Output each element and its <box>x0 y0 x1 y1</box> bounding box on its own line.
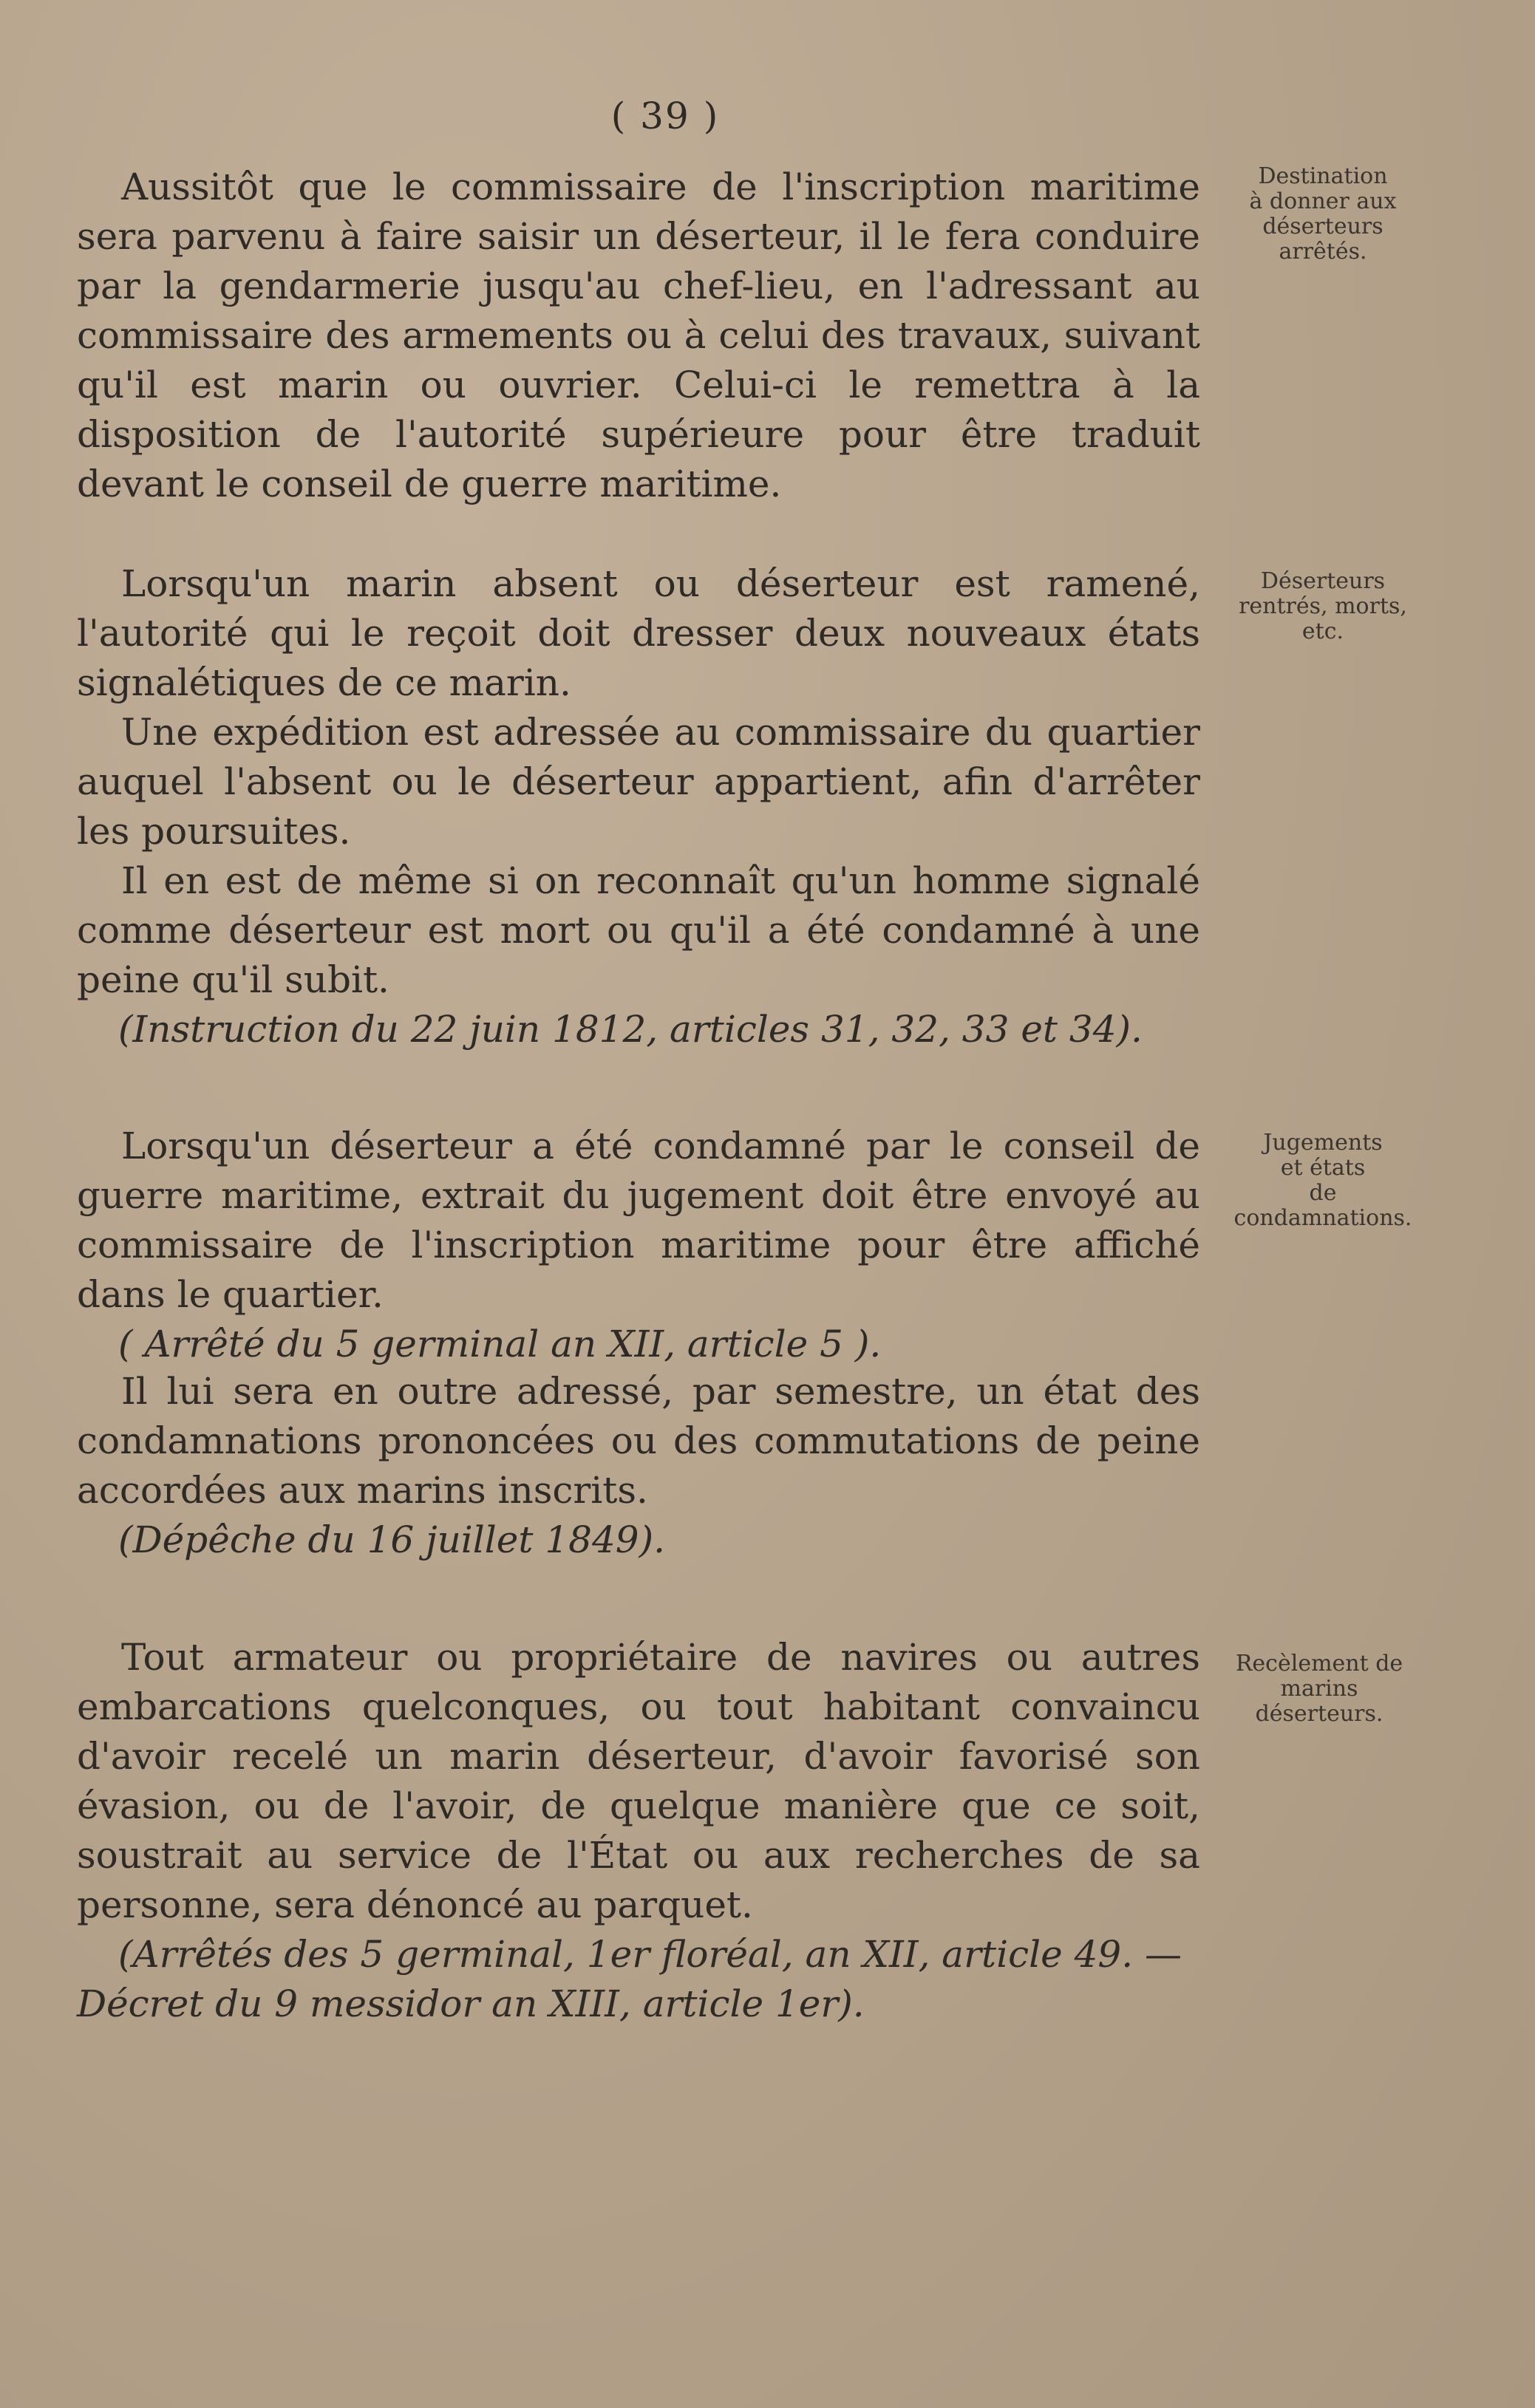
paragraph: Il en est de même si on reconnaît qu'un homme signalé comme déserteur est mort ou qu'il a été condamné à une peine qu'il subit. <box>77 859 1200 1001</box>
paragraph: Tout armateur ou propriétaire de navires ou autres embarcations quelconques, ou tout habitant convaincu d'avoir recelé un marin déserteur, d'avoir favorisé son évasion, ou de l'avoir, de quelque manière que ce soit, soustrait au service de l'État ou aux recherches de sa personne, sera dénoncé au parquet. <box>77 1636 1200 1926</box>
citation: (Instruction du 22 juin 1812, articles 31, 32, 33 et 34). <box>118 1008 1143 1051</box>
citation: ( Arrêté du 5 germinal an XII, article 5 ). <box>118 1323 882 1365</box>
section-etat-condamnations <box>77 1367 1200 1565</box>
section-destination <box>77 163 1200 509</box>
paragraph: Il lui sera en outre adressé, par semestre, un état des condamnations prononcées ou des commutations de peine accordées aux marins inscrits. <box>77 1370 1200 1512</box>
paragraph: Lorsqu'un marin absent ou déserteur est ramené, l'autorité qui le reçoit doit dresser deux nouveaux états signalétiques de ce marin. <box>77 562 1200 704</box>
citation: (Dépêche du 16 juillet 1849). <box>118 1518 665 1561</box>
section-deserteurs-rentres <box>77 559 1200 1054</box>
margin-note-deserteurs: Déserteurs rentrés, morts, etc. <box>1239 568 1407 644</box>
page-number: ( 39 ) <box>610 95 720 137</box>
paragraph: Aussitôt que le commissaire de l'inscription maritime sera parvenu à faire saisir un déserteur, il le fera conduire par la gendarmerie jusqu'au chef-lieu, en l'adressant au commissaire des armements ou à celui des travaux, suivant qu'il est marin ou ouvrier. Celui-ci le remettra à la disposition de l'autorité supérieure pour être traduit devant le conseil de guerre maritime. <box>77 166 1200 505</box>
paragraph: Une expédition est adressée au commissaire du quartier auquel l'absent ou le déserteur appartient, afin d'arrêter les poursuites. <box>77 711 1200 853</box>
margin-note-recelement: Recèlement de marins déserteurs. <box>1235 1651 1403 1727</box>
section-recelement <box>77 1633 1200 2029</box>
margin-note-jugements: Jugements et états de condamnations. <box>1233 1130 1412 1231</box>
section-jugements <box>77 1122 1200 1369</box>
citation: (Arrêtés des 5 germinal, 1er floréal, an XII, article 49. — Décret du 9 messidor an XIII, article 1er). <box>77 1933 1182 2025</box>
margin-note-destination: Destination à donner aux déserteurs arrêtés. <box>1249 163 1397 265</box>
paragraph: Lorsqu'un déserteur a été condamné par le conseil de guerre maritime, extrait du jugement doit être envoyé au commissaire de l'inscription maritime pour être affiché dans le quartier. <box>77 1125 1200 1316</box>
